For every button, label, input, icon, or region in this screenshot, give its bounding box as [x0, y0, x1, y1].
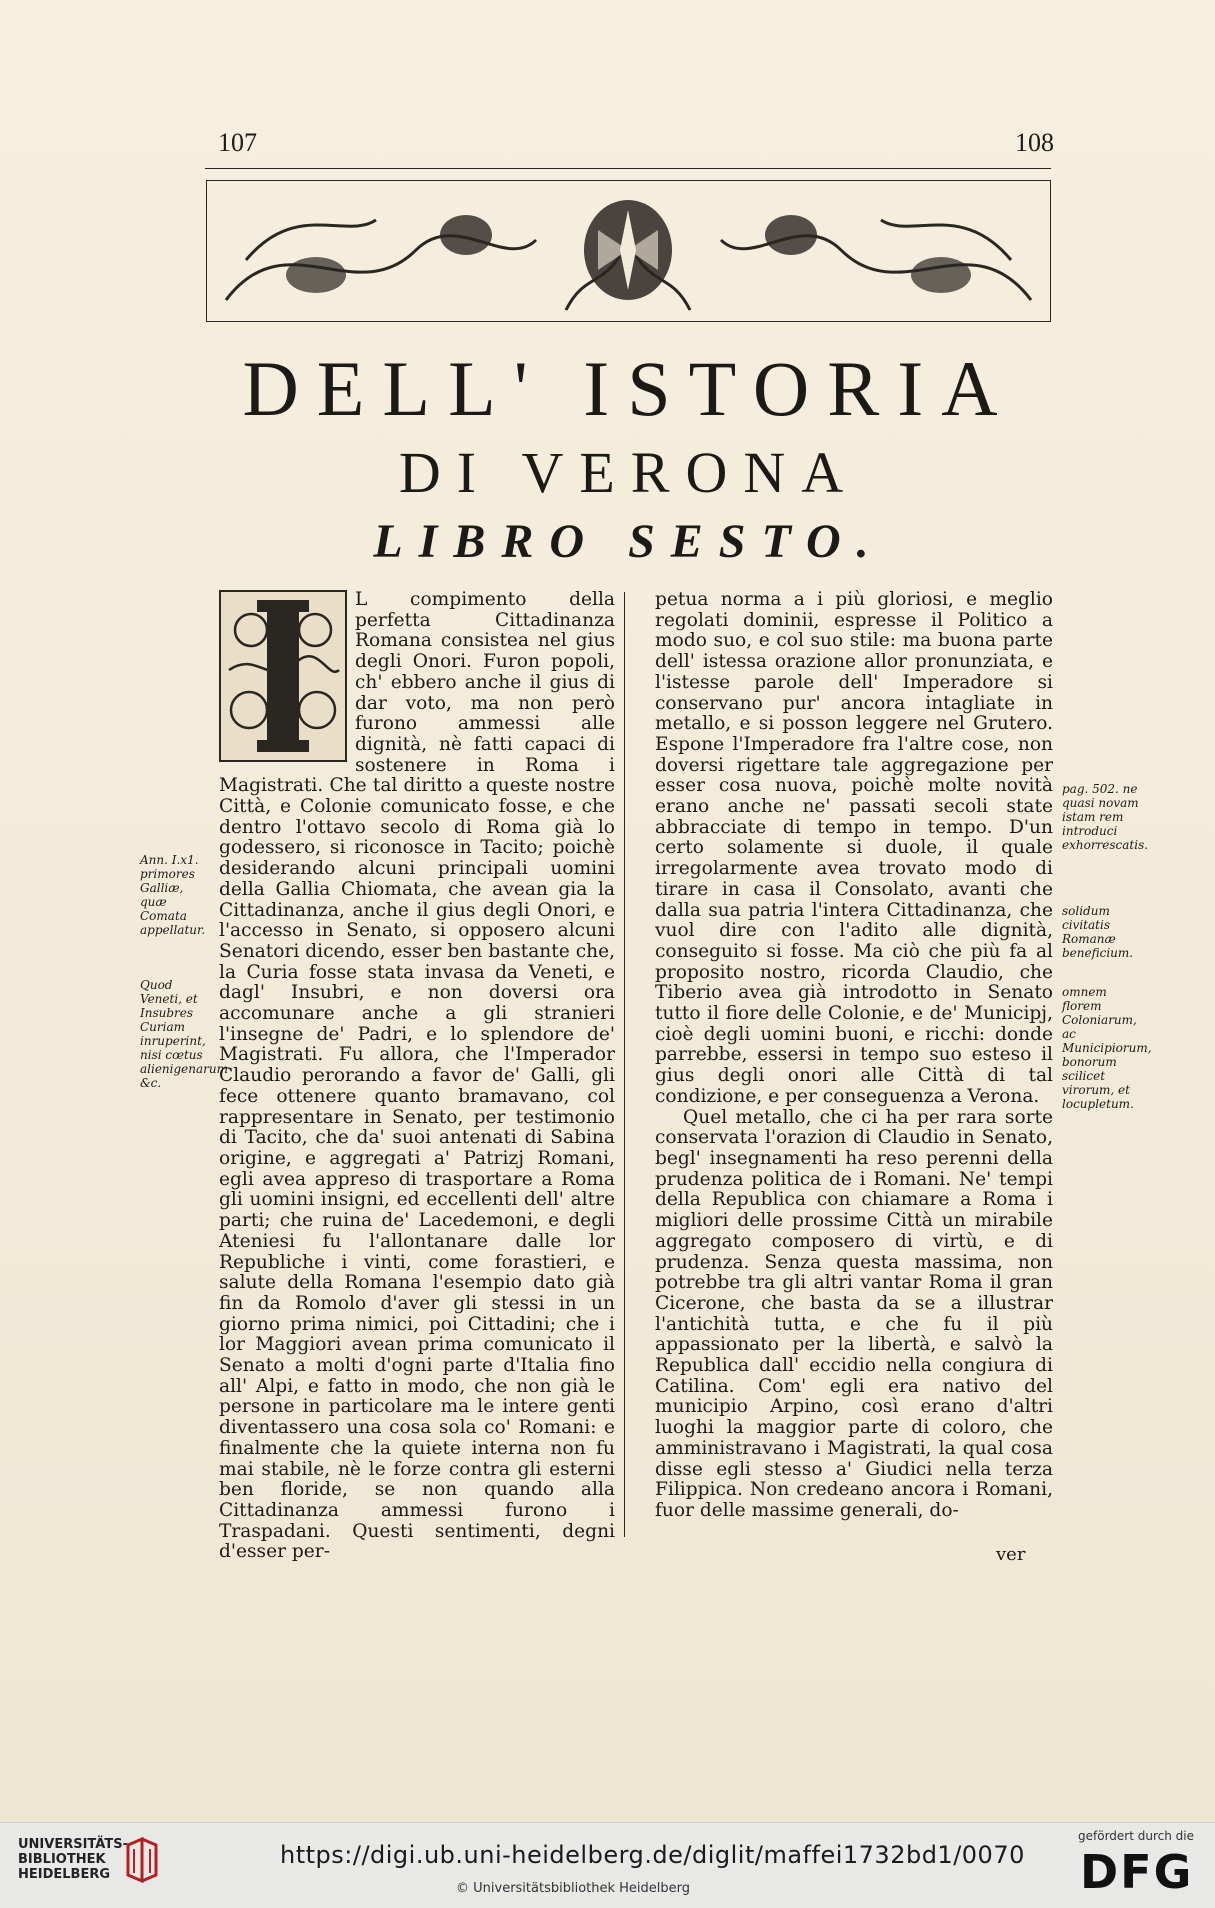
- header-rule: [205, 168, 1051, 169]
- right-paragraph-2: Quel metallo, che ci ha per rara sorte conservata l'orazion di Claudio in Senato, begl' insegnamenti ha reso perenni della prudenza politica de i Romani. Ne' tempi della Republica con chiamare a Roma i migliori delle prossime Città un mirabile aggregato composero di virtù, e di prudenza. Senza questa massima, non potrebbe tra gli altri vantar Roma il gran Cicerone, che basta da se a illustrar l'antichità tutta, e che fu il più appassionato per la libertà, e salvò la Republica dall' eccidio nella congiura di Catilina. Com' egli era nativo del municipio Arpino, così erano d'altri luoghi la maggior parte di coloro, che amministravano i Magistrati, la qual cosa disse egli stesso a' Giudici nella terza Filippica. Non credeano ancora i Romani, fuor delle massime generali, do-: [655, 1106, 1053, 1521]
- margin-note-right-1: pag. 502. ne quasi novam istam rem introduci exhorrescatis.: [1062, 782, 1149, 852]
- viewer-footer: [0, 1822, 1215, 1908]
- dfg-logo[interactable]: DFG: [1080, 1845, 1194, 1899]
- right-paragraph-1: petua norma a i più gloriosi, e meglio regolati dominii, espresse il Politico a modo suo, e col suo stile: ma buona parte dell' istessa orazione allor pronunziata, e l'istesse parole dell' Imperadore si conservano pur' ancora intagliate in metallo, e si posson leggere nel Grutero. Espone l'Imperadore fra l'altre cose, non doversi rigettare tale aggregazione per esser cosa nuova, poichè molte novità erano anche ne' passati secoli state abbracciate di tempo in tempo. D'un certo solamente si duole, il quale irregolarmente avea trovato modo di tirare in casa il Consolato, avanti che dalla sua patria l'intera Cittadinanza, che vuol dire con l'adito alle dignità, conseguito si fosse. Ma ciò che più fa al proposito nostro, ricorda Claudio, che Tiberio avea già introdotto in Senato tutto il fiore delle Colonie, e de' Municipj, cioè degli uomini buoni, e ricchi: donde parrebbe, essersi in tempo suo esteso il gius degli onori alle Città di tal condizione, e per conseguenza a Verona.: [655, 589, 1053, 1107]
- left-column: [219, 590, 615, 1563]
- page-number-right: 108: [1015, 128, 1054, 157]
- library-mark-icon: [122, 1835, 162, 1885]
- library-logo[interactable]: [18, 1837, 128, 1882]
- drop-cap-i: [219, 590, 347, 762]
- funding-label: gefördert durch die: [1078, 1829, 1194, 1843]
- catchword: ver: [996, 1544, 1026, 1565]
- margin-note-left-2: Quod Veneti, et Insubres Curiam inruperint, nisi cœtus alienigenarum &c.: [140, 978, 229, 1090]
- left-paragraph: L compimento della perfetta Cittadinanza Romana consistea nel gius degli Onori. Furon popoli, ch' ebbero anche il gius di dar voto, ma non però furono ammessi alle dignità, nè fatti capaci di sostenere in Roma i Magistrati. Che tal diritto a queste nostre Città, e Colonie comunicato fosse, e che dentro l'ottavo secolo di Roma già lo godessero, si riconosce in Tacito; poichè desiderando alcuni principali uomini della Gallia Chiomata, che avean gia la Cittadinanza, anche il gius degli Onori, e l'accesso in Senato, si opposero alcuni Senatori dicendo, esser ben bastante che, la Curia fosse stata invasa da Veneti, e dagl' Insubri, e non doversi ora accomunare anche a gli stranieri l'insegne de' Padri, e lo splendore de' Magistrati. Fu allora, che l'Imperador Claudio perorando a favor de' Galli, gli fece ottenere quanto bramavano, col rappresentare in Senato, per testimonio di Tacito, che da' suoi antenati di Sabina origine, e aggregati a' Patrizj Romani, egli avea appreso di trasportare a Roma gli uomini insigni, ed eccellenti dell' altre parti; che ruina de' Lacedemoni, e degli Ateniesi fu l'allontanare dalle lor Republiche i vinti, come forastieri, e salute della Romana l'esempio dato già fin da Romolo d'aver gli stessi in un giorno prima nimici, poi Cittadini; che i lor Maggiori avean prima comunicato il Senato a molti d'ogni parte d'Italia fino all' Alpi, e fatto in modo, che non già le persone in particolare ma le intere genti diventassero una cosa sola co' Romani: e finalmente che la quiete interna non fu mai stabile, nè le forze contra gli esterni ben floride, se non quando alla Cittadinanza ammessi furono i Traspadani. Questi sentimenti, degni d'esser per-: [219, 589, 615, 1563]
- library-name-line-2: BIBLIOTHEK: [18, 1852, 106, 1867]
- library-name-line-3: HEIDELBERG: [18, 1867, 111, 1882]
- margin-note-left-1: Ann. I.x1. primores Galliæ, quæ Comata appellatur.: [140, 853, 206, 937]
- title-line-1: DELL' ISTORIA: [242, 345, 1016, 432]
- page-number-left: 107: [218, 128, 257, 157]
- copyright-notice: © Universitätsbibliothek Heidelberg: [456, 1881, 691, 1896]
- title-line-2: DI VERONA: [398, 440, 860, 505]
- title-line-3: LIBRO SESTO.: [373, 515, 885, 568]
- ornament-headpiece: [206, 180, 1051, 322]
- right-column: [655, 590, 1053, 1522]
- page-url-link[interactable]: https://digi.ub.uni-heidelberg.de/diglit/maffei1732bd1/0070: [280, 1841, 1025, 1869]
- column-divider: [624, 592, 625, 1537]
- margin-note-right-3: omnem florem Coloniarum, ac Municipiorum, bonorum scilicet virorum, et locupletum.: [1062, 985, 1152, 1111]
- margin-note-right-2: solidum civitatis Romanæ beneficium.: [1062, 904, 1134, 960]
- library-name-line-1: UNIVERSITÄTS-: [18, 1837, 128, 1852]
